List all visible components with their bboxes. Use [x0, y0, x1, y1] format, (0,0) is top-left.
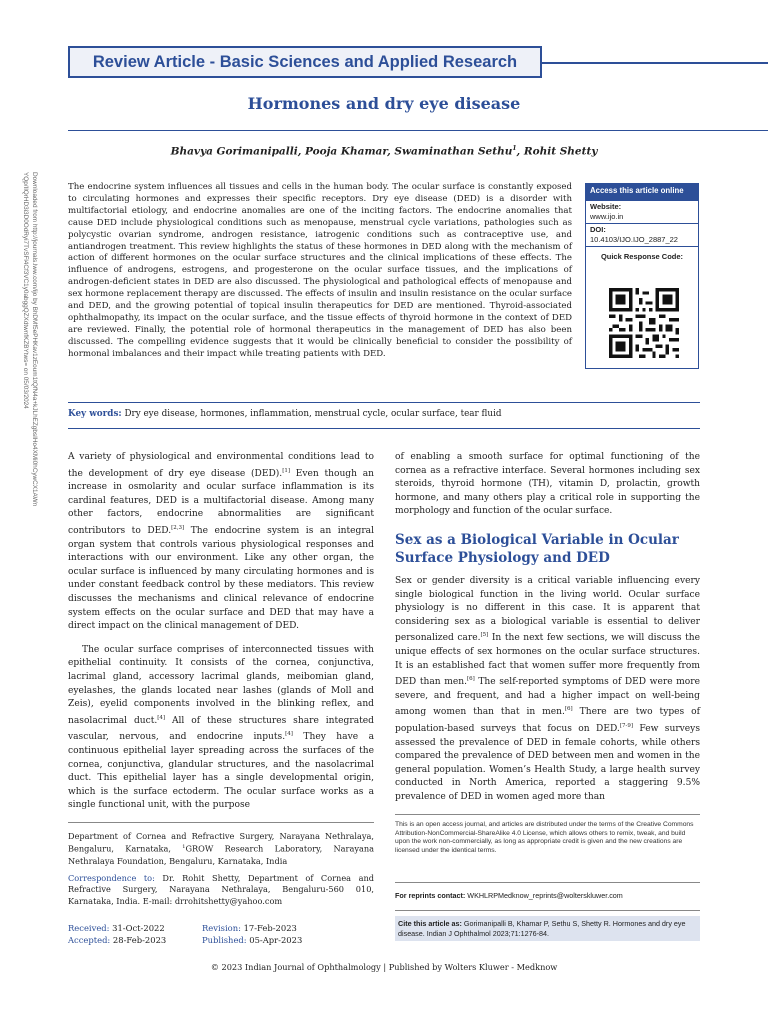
- body-column-right: Sex or gender diversity is a critical variable influencing every single biological function in the living world. Ocular surface physiology is no different in this case. It is apparent that considering sex as a biological variable is essential to deliver personalized care.[5] In the next few sections, we will discuss the unique effects of sex hormones on the ocular surface structures. It is an established fact that women suffer more frequently from DED than men.[6] The self-reported symptoms of DED were more severe, and frequent, and had a higher impact on well-being among women than that in men.[6] There are two types of population-based surveys that focus on DED.[7-9] Few surveys assessed the prevalence of DED in female cohorts, while others compared the prevalence of DED between men and women in the general population. Women’s Health Study, a large health survey conducted in North America, reported a staggering 9.5% prevalence of DED in women aged more than: [395, 576, 700, 803]
- intro-paragraph-2: The ocular surface comprises of interconnected tissues with epithelial continuity. It consists of the cornea, conjunctiva, lacrimal gland, accessory lacrimal glands, meibomian gland, eyelashes, the glands located near lashes (glands of Moll and Zeis), eyelid components involved in the blinking reflex, and nasolacrimal duct.[4] All of these structures share integrated vascular, nervous, and endocrine inputs.[4] They have a continuous epithelial layer spreading across the surfaces of the cornea, conjunctiva, glandular structures, and the nasolacrimal duct. This epithelial layer has a single developmental origin, which is the surface ectoderm. The ocular surface works as a single functional unit, with the purpose: [68, 644, 374, 811]
- banner-rule: [542, 62, 768, 64]
- article-category: Review Article - Basic Sciences and Applied Research: [92, 52, 518, 71]
- license-divider: [395, 814, 700, 815]
- departments: Department of Cornea and Refractive Surgery, Narayana Nethralaya, Bengaluru, Karnataka, $^1$GROW Research Laboratory, Narayana Nethralaya Foundation, Bengaluru, Karnataka, India: [68, 831, 374, 866]
- keywords-top-divider: [68, 402, 700, 403]
- affiliation-divider: [68, 822, 374, 823]
- website-label: Website:: [590, 202, 622, 211]
- dates-row-1: Received: 31-Oct-2022 Revision: 17-Feb-2023: [68, 923, 297, 933]
- access-article-box: [585, 183, 699, 369]
- body-column-left: [68, 451, 374, 813]
- cite-divider: [395, 910, 700, 911]
- doi-label: DOI:: [590, 225, 606, 235]
- author-list: Bhavya Gorimanipalli, Pooja Khamar, Swaminathan Sethu$^1$, Rohit Shetty: [170, 145, 598, 158]
- license-text: This is an open access journal, and articles are distributed under the terms of the Creative Commons Attribution-NonCommercial-ShareAlike 4.0 License, which allows others to remix, tweak, and build upon the work non-commercially, as long as appropriate credit is given and the new creations are licensed under the identical terms.: [395, 821, 694, 854]
- keywords: [68, 409, 502, 419]
- article-dates: [68, 922, 374, 946]
- intro-paragraph-1: A variety of physiological and environmental conditions lead to the development of dry eye disease (DED).[1] Even though an increase in osmolarity and ocular surface inflammation is its cardinal features, DED is a multifactorial disease. Among many other factors, endocrine abnormalities are significant contributors to DED.[2,3] The endocrine system is an integral organ system that controls various physiological responses and interactions with our environment. Like any other organ, the ocular surface is influenced by many circulating hormones and is under constant feedback control by these mediators. This review discusses the mechanisms and clinical relevance of endocrine system effects on the ocular surface and DED that may have a direct impact on the clinical management of DED.: [68, 452, 374, 632]
- page-footer: © 2023 Indian Journal of Ophthalmology | Published by Wolters Kluwer - Medknow: [210, 962, 558, 972]
- website-row: [586, 201, 698, 224]
- citation-box: Cite this article as: Gorimanipalli B, Khamar P, Sethu S, Shetty R. Hormones and dry eye disease. Indian J Ophthalmol 2023;71:1276-84.: [395, 916, 700, 941]
- doi-link[interactable]: 10.4103/IJO.IJO_2887_22: [590, 234, 678, 244]
- correspondence: Correspondence to: Dr. Rohit Shetty, Department of Cornea and Refractive Surgery, Narayana Nethralaya, Bengaluru-560 010, Karnataka, India. E-mail: drrohitshetty@yahoo.com: [68, 872, 374, 906]
- reprints-email[interactable]: WKHLRPMedknow_reprints@wolterskluwer.com: [465, 891, 623, 900]
- keywords-text: Dry eye disease, hormones, inflammation, menstrual cycle, ocular surface, tear fluid: [124, 409, 502, 419]
- download-watermark: Downloaded from http://journals.lww.com/ijo by BhDMf5ePHKav1zEoum1tQfN4a+kJLhEZgbsIHo4XMi0hCywCX1AWn YQp/IlQrHD3i3D0OdRyi7TvSFl4Cf3VC1y0abggQZXdtwnfKZBYtws= on 05/03/2024: [22, 172, 38, 507]
- qr-label: Quick Response Code:: [600, 252, 684, 262]
- website-link[interactable]: www.ijo.in: [590, 211, 624, 221]
- affiliation: [68, 831, 374, 907]
- reprints-contact: For reprints contact: WKHLRPMedknow_reprints@wolterskluwer.com: [395, 891, 623, 900]
- keywords-bottom-divider: [68, 428, 700, 429]
- abstract: The endocrine system influences all tissues and cells in the human body. The ocular surface is constantly exposed to circulating hormones and expresses their specific receptors. Dry eye disease (DED) is a disorder with multifactorial etiology, and endocrine anomalies are one of the inciting factors. The endocrine anomalies that cause DED include physiological conditions such as menopause, menstrual cycle variations, pathologies such as polycystic ovarian syndrome, androgen resistance, iatrogenic conditions such as contraceptive use, and antiandrogen treatment. This review highlights the status of these hormones in DED along with the mechanism of action of different hormones on the ocular surface structures and the clinical implications of these effects. The influence of androgens, estrogens, and progesterone on the ocular surface tissues, and the implications of androgen-deficient states in DED are also discussed. The physiological and pathological effects of menopause and sex hormone replacement therapy are discussed. The effects of insulin and insulin resistance on the ocular surface and DED, and the growing potential of topical insulin therapeutics for DED are mentioned. Thyroid-associated ophthalmopathy, its impact on the ocular surface, and the tissue effects of thyroid hormone in the context of DED are reviewed. Finally, the potential role of hormonal therapeutics in the management of DED has also been discussed. The compelling evidence suggests that it would be clinically beneficial to consider the possibility of hormonal imbalances and their impact while treating patients with DED.: [68, 182, 572, 359]
- body-column-right-top: of enabling a smooth surface for optimal functioning of the cornea as a refractive interface. Several hormones including sex steroids, thyroid hormone (TH), vitamin D, prolactin, growth hormone, and many others play a critical role in supporting the morphology and function of the ocular surface.: [395, 452, 700, 517]
- qr-code-icon[interactable]: [609, 288, 679, 358]
- doi-row: [586, 224, 698, 247]
- dates-row-2: Accepted: 28-Feb-2023 Published: 05-Apr-2023: [68, 935, 303, 946]
- article-title: Hormones and dry eye disease: [247, 94, 521, 113]
- title-divider: [68, 130, 768, 131]
- keywords-label: Key words:: [68, 409, 122, 419]
- access-heading: Access this article online: [586, 184, 698, 201]
- section-heading: Sex as a Biological Variable in Ocular Surface Physiology and DED: [395, 532, 679, 566]
- reprints-divider: [395, 882, 700, 883]
- article-category-banner: [68, 46, 542, 78]
